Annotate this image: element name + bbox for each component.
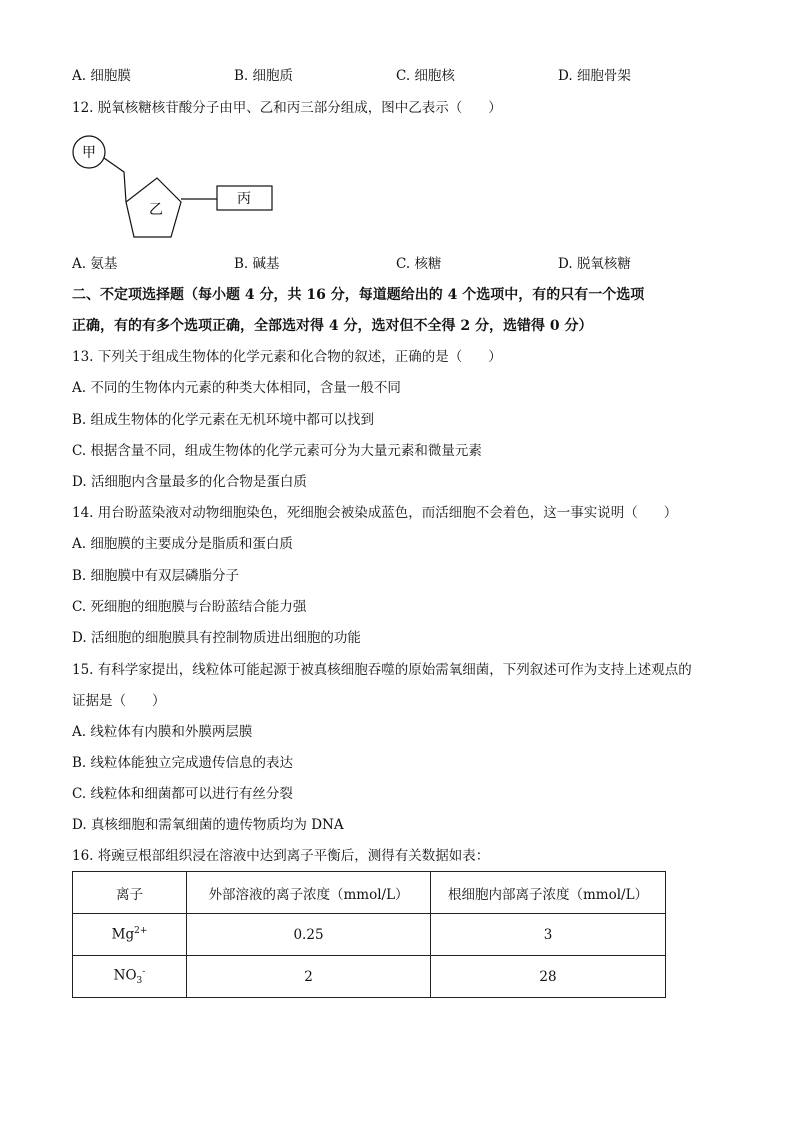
nucleotide-diagram (60, 130, 290, 245)
q15-option-d[interactable]: D. 真核细胞和需氧细菌的遗传物质均为 DNA (72, 817, 344, 833)
q11-option-c[interactable]: C. 细胞核 (396, 68, 455, 84)
q13-option-b[interactable]: B. 组成生物体的化学元素在无机环境中都可以找到 (72, 412, 375, 428)
q14-stem: 14. 用台盼蓝染液对动物细胞染色，死细胞会被染成蓝色，而活细胞不会着色，这一事实说明（ ） (72, 505, 678, 521)
q12-option-a[interactable]: A. 氨基 (72, 256, 118, 272)
connector-line (104, 158, 126, 202)
inner-value-cell: 28 (431, 956, 666, 998)
q13-stem: 13. 下列关于组成生物体的化学元素和化合物的叙述，正确的是（ ） (72, 349, 502, 365)
table-header-row (73, 872, 666, 914)
q14-option-c[interactable]: C. 死细胞的细胞膜与台盼蓝结合能力强 (72, 599, 307, 615)
label-bing: 丙 (237, 191, 251, 207)
header-ion: 离子 (73, 872, 187, 914)
label-jia: 甲 (82, 145, 96, 161)
inner-value-cell: 3 (431, 914, 666, 956)
q15-option-c[interactable]: C. 线粒体和细菌都可以进行有丝分裂 (72, 786, 293, 802)
ion-cell: $Mg^{2+}$ (73, 914, 187, 956)
table-row (73, 956, 666, 998)
q11-option-d[interactable]: D. 细胞骨架 (558, 68, 631, 84)
q12-option-c[interactable]: C. 核糖 (396, 256, 442, 272)
ion-cell: $NO_3^-$ (73, 956, 187, 998)
q14-option-b[interactable]: B. 细胞膜中有双层磷脂分子 (72, 568, 240, 584)
q15-option-b[interactable]: B. 线粒体能独立完成遗传信息的表达 (72, 755, 294, 771)
table-row (73, 914, 666, 956)
q12-options (72, 254, 732, 274)
section2-heading-line1: 二、不定项选择题（每小题 4 分，共 16 分，每道题给出的 4 个选项中，有的只有一个选项 (72, 287, 645, 303)
q12-option-d[interactable]: D. 脱氧核糖 (558, 256, 631, 272)
q12-stem: 12. 脱氧核糖核苷酸分子由甲、乙和丙三部分组成，图中乙表示（ ） (72, 100, 502, 116)
header-inner-concentration: 根细胞内部离子浓度（mmol/L） (431, 872, 666, 914)
label-yi: 乙 (149, 202, 163, 218)
q11-option-b[interactable]: B. 细胞质 (234, 68, 294, 84)
outer-value-cell: 0.25 (187, 914, 431, 956)
q15-stem-line1: 15. 有科学家提出，线粒体可能起源于被真核细胞吞噬的原始需氧细菌，下列叙述可作为支持上述观点的 (72, 662, 692, 678)
q13-option-a[interactable]: A. 不同的生物体内元素的种类大体相同，含量一般不同 (72, 380, 401, 396)
q11-option-a[interactable]: A. 细胞膜 (72, 68, 131, 84)
section2-heading-line2: 正确，有的有多个选项正确，全部选对得 4 分，选对但不全得 2 分，选错得 0 分） (72, 318, 593, 334)
ion-concentration-table (72, 871, 666, 998)
q14-option-d[interactable]: D. 活细胞的细胞膜具有控制物质进出细胞的功能 (72, 630, 361, 646)
q15-option-a[interactable]: A. 线粒体有内膜和外膜两层膜 (72, 724, 253, 740)
q14-option-a[interactable]: A. 细胞膜的主要成分是脂质和蛋白质 (72, 536, 293, 552)
header-outer-concentration: 外部溶液的离子浓度（mmol/L） (187, 872, 431, 914)
q12-option-b[interactable]: B. 碱基 (234, 256, 280, 272)
outer-value-cell: 2 (187, 956, 431, 998)
q16-stem: 16. 将豌豆根部组织浸在溶液中达到离子平衡后，测得有关数据如表： (72, 848, 490, 864)
q11-options (72, 66, 732, 86)
q13-option-c[interactable]: C. 根据含量不同，组成生物体的化学元素可分为大量元素和微量元素 (72, 443, 482, 459)
q13-option-d[interactable]: D. 活细胞内含量最多的化合物是蛋白质 (72, 474, 307, 490)
q15-stem-line2: 证据是（ ） (72, 693, 166, 709)
